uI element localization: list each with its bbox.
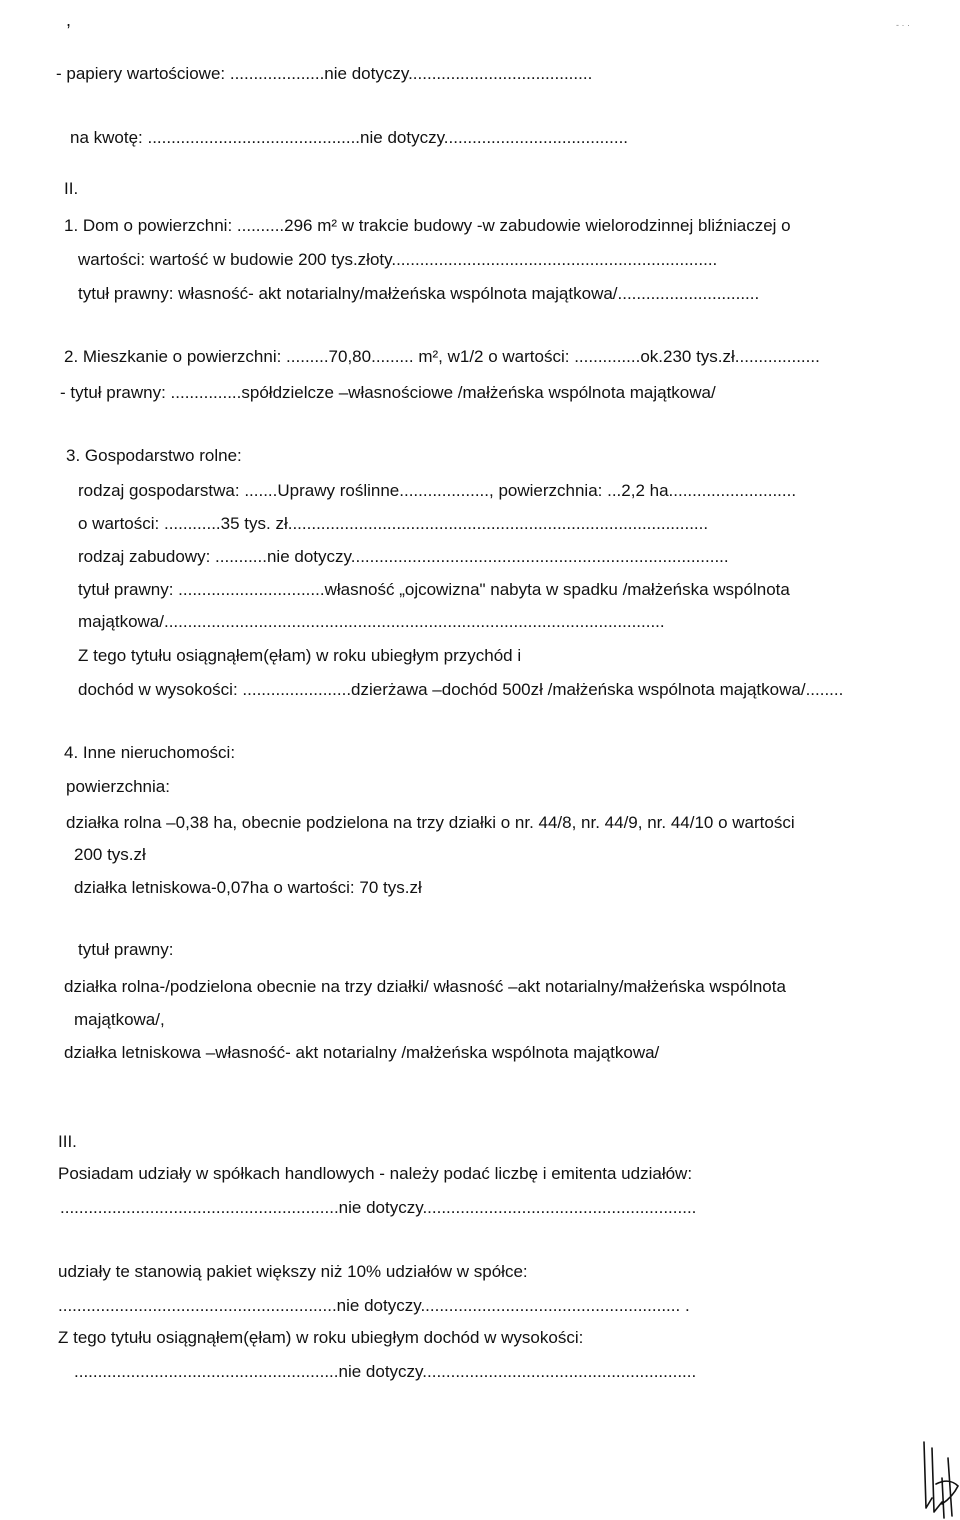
apartment-line: 2. Mieszkanie o powierzchni: .........70,80......... m², w1/2 o wartości: ..............ok.230 tys.zł.................. <box>64 347 820 366</box>
shares-question: Posiadam udziały w spółkach handlowych - należy podać liczbę i emitenta udziałów: <box>58 1164 693 1183</box>
other-property-title-label: tytuł prawny: <box>78 940 174 959</box>
section-iii-heading: III. <box>58 1132 77 1151</box>
shares-income-answer: ........................................................nie dotyczy.......................................................... <box>74 1362 697 1381</box>
farm-income-amount-line: dochód w wysokości: .......................dzierżawa –dochód 500zł /małżeńska wspólnota majątkowa/........ <box>78 680 844 699</box>
house-area-line: 1. Dom o powierzchni: ..........296 m² w trakcie budowy -w zabudowie wielorodzinnej bliźniaczej o <box>64 216 791 235</box>
farm-type-line: rodzaj gospodarstwa: .......Uprawy roślinne..................., powierzchnia: ...2,2 ha........................... <box>78 481 797 500</box>
shares-over-10-answer: ...........................................................nie dotyczy....................................................... . <box>58 1296 690 1315</box>
shares-answer: ...........................................................nie dotyczy.......................................................... <box>60 1198 697 1217</box>
handwritten-initials <box>918 1438 960 1520</box>
agricultural-plot-title-line: działka rolna-/podzielona obecnie na trzy działki/ własność –akt notarialny/małżeńska wspólnota <box>64 977 786 996</box>
farm-value-line: o wartości: ............35 tys. zł......................................................................................... <box>78 514 709 533</box>
house-title-line: tytuł prawny: własność- akt notarialny/małżeńska wspólnota majątkowa/.............................. <box>78 284 760 303</box>
house-value-line: wartości: wartość w budowie 200 tys.złoty..................................................................... <box>78 250 718 269</box>
summer-plot-title-line: działka letniskowa –własność- akt notarialny /małżeńska wspólnota majątkowa/ <box>64 1043 660 1062</box>
farm-income-line: Z tego tytułu osiągnąłem(ęłam) w roku ubiegłym przychód i <box>78 646 522 665</box>
stray-mark-top-right: - · · <box>896 20 910 30</box>
shares-income-question: Z tego tytułu osiągnąłem(ęłam) w roku ubiegłym dochód w wysokości: <box>58 1328 584 1347</box>
farm-buildings-line: rodzaj zabudowy: ...........nie dotyczy................................................................................ <box>78 547 729 566</box>
farm-title-continued: majątkowa/.......................................................................................................... <box>78 612 665 631</box>
apartment-title-line: - tytuł prawny: ...............spółdzielcze –własnościowe /małżeńska wspólnota majątkowa/ <box>60 383 716 402</box>
agricultural-plot-line: działka rolna –0,38 ha, obecnie podzielona na trzy działki o nr. 44/8, nr. 44/9, nr. 44/10 o wartości <box>66 813 795 832</box>
farm-title-line: tytuł prawny: ...............................własność „ojcowizna" nabyta w spadku /małżeńska wspólnota <box>78 580 790 599</box>
securities-amount-line: na kwotę: .............................................nie dotyczy....................................... <box>70 128 629 147</box>
shares-over-10-question: udziały te stanowią pakiet większy niż 10% udziałów w spółce: <box>58 1262 528 1281</box>
summer-plot-line: działka letniskowa-0,07ha o wartości: 70 tys.zł <box>74 878 422 897</box>
section-ii-heading: II. <box>64 179 79 198</box>
agricultural-plot-value: 200 tys.zł <box>74 845 146 864</box>
agricultural-plot-title-continued: majątkowa/, <box>74 1010 165 1029</box>
securities-line: - papiery wartościowe: ....................nie dotyczy....................................... <box>56 64 593 83</box>
other-property-area-label: powierzchnia: <box>66 777 170 796</box>
farm-heading: 3. Gospodarstwo rolne: <box>66 446 242 465</box>
other-property-heading: 4. Inne nieruchomości: <box>64 743 236 762</box>
stray-mark-top-left: , <box>66 10 72 30</box>
